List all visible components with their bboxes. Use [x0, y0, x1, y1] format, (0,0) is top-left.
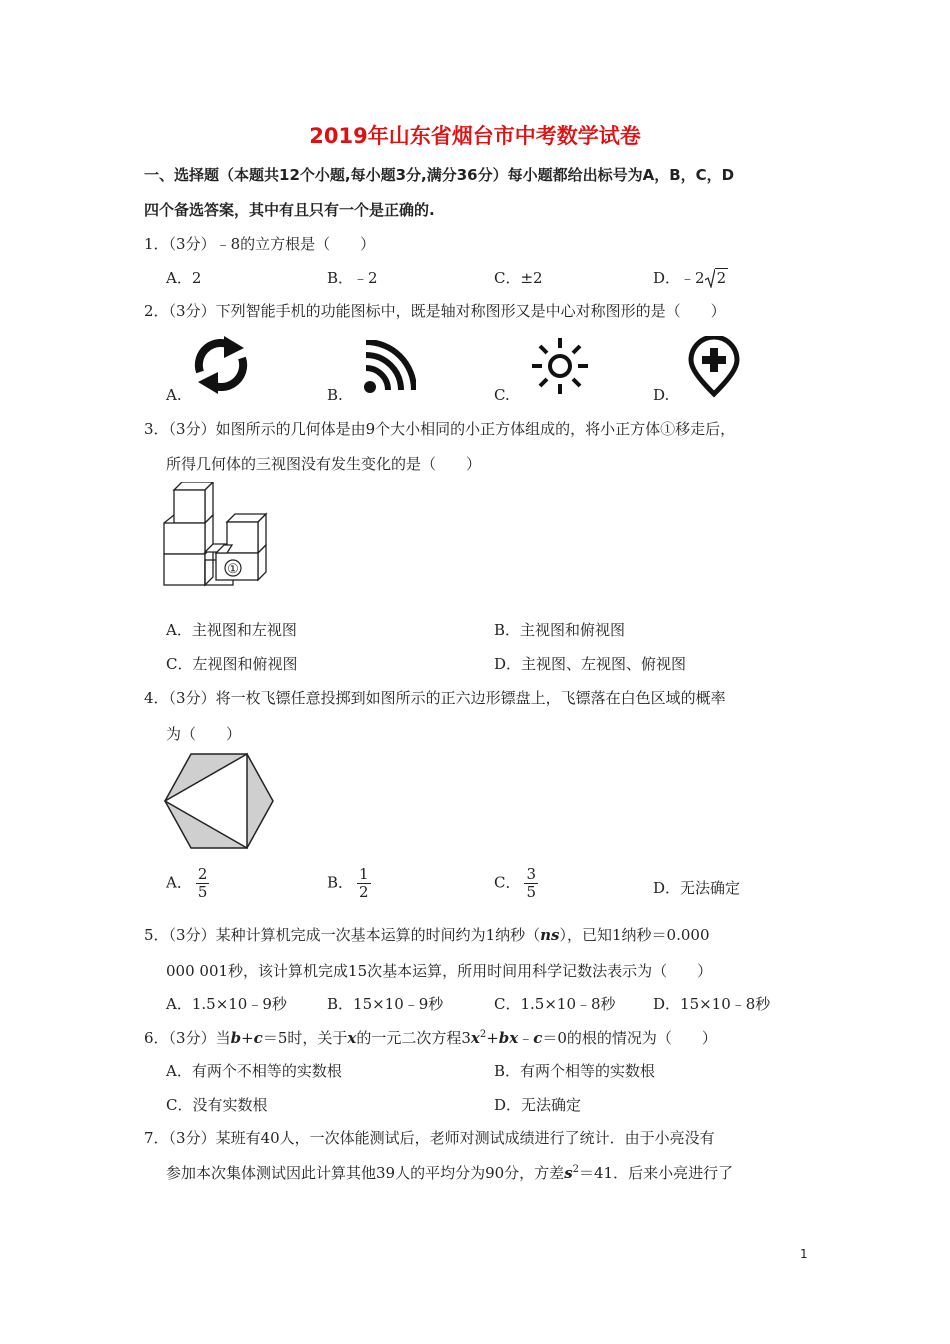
- q6-var-x-squared: x: [470, 1029, 480, 1047]
- q6-option-c: C．没有实数根: [166, 1096, 268, 1114]
- hexagon-dartboard: [163, 752, 275, 850]
- question-7-line2: [166, 1162, 733, 1183]
- q3-option-c: C．左视图和俯视图: [166, 655, 298, 673]
- q2-option-c: C.: [494, 386, 510, 404]
- q4-option-a-prefix: A．: [166, 873, 192, 892]
- q2-option-b: B.: [327, 386, 343, 404]
- q4-option-a-denominator: 5: [197, 883, 208, 901]
- sun-icon: [530, 336, 590, 396]
- q4-option-c-fraction: [524, 866, 538, 901]
- q4-option-a-fraction: [196, 866, 210, 901]
- cube-figure: [160, 482, 272, 588]
- q1-option-b: B．﹣2: [327, 269, 378, 287]
- question-7-line1: 7．（3分）某班有40人，一次体能测试后，老师对测试成绩进行了统计．由于小亮没有: [144, 1129, 715, 1147]
- q7-var-s: s: [564, 1164, 573, 1182]
- q6-text-7: ＝0的根的情况为（ ）: [542, 1029, 717, 1047]
- q7-line2-part2: ＝41．后来小亮进行了: [579, 1164, 734, 1182]
- q4-option-c-denominator: 5: [526, 883, 537, 901]
- q6-text-4: 的一元二次方程3: [356, 1029, 471, 1047]
- q1-option-a: A．2: [166, 269, 202, 287]
- q4-option-d: D．无法确定: [653, 879, 741, 897]
- q7-line2-part1: 参加本次集体测试因此计算其他39人的平均分为90分，方差: [166, 1164, 565, 1182]
- q5-line1-part2: ），已知1纳秒＝0.000: [559, 926, 710, 944]
- q3-option-b: B．主视图和俯视图: [494, 621, 626, 639]
- q6-text-1: 6．（3分）当: [144, 1029, 231, 1047]
- q5-option-d: D．15×10﹣8秒: [653, 995, 771, 1013]
- sqrt-symbol: [705, 268, 729, 288]
- q5-line1-part1: 5．（3分）某种计算机完成一次基本运算的时间约为1纳秒（: [144, 926, 541, 944]
- question-3-line2: 所得几何体的三视图没有发生变化的是（ ）: [166, 455, 482, 473]
- q4-option-c-numerator: 3: [526, 865, 537, 883]
- q1-option-d: [653, 267, 728, 288]
- q2-option-d: D.: [653, 386, 670, 404]
- q4-option-b-denominator: 2: [359, 883, 369, 901]
- q4-option-b: [327, 866, 371, 901]
- q4-option-b-prefix: B．: [327, 873, 354, 892]
- q6-var-c-2: c: [533, 1029, 543, 1047]
- q4-option-c-prefix: C．: [494, 873, 521, 892]
- q5-option-a: A．1.5×10﹣9秒: [166, 995, 287, 1013]
- wifi-signal-icon: [362, 340, 416, 396]
- q6-text-6: ﹣: [518, 1029, 534, 1047]
- section-header-line1: 一、选择题（本题共12个小题,每小题3分,满分36分）每小题都给出标号为A，B，C，D: [144, 166, 735, 184]
- q3-option-d: D．主视图、左视图、俯视图: [494, 655, 687, 673]
- q4-option-c: [494, 866, 538, 901]
- location-plus-icon: [688, 336, 740, 398]
- q3-option-a: A．主视图和左视图: [166, 621, 297, 639]
- q6-var-x-2: x: [509, 1029, 519, 1047]
- q6-option-a: A．有两个不相等的实数根: [166, 1062, 342, 1080]
- q6-var-b-2: b: [498, 1029, 510, 1047]
- q1-option-d-prefix: D．﹣2: [653, 269, 705, 287]
- question-1: 1．（3分）﹣8的立方根是（ ）: [144, 235, 376, 253]
- q1-option-d-radicand: 2: [716, 269, 727, 287]
- q6-option-d: D．无法确定: [494, 1096, 582, 1114]
- question-3-line1: 3．（3分）如图所示的几何体是由9个大小相同的小正方体组成的，将小正方体①移走后，: [144, 420, 736, 438]
- q4-option-a: [166, 866, 209, 901]
- q1-option-c: C．±2: [494, 269, 543, 287]
- radical-sign: [705, 268, 715, 288]
- section-header-line2: 四个备选答案，其中有且只有一个是正确的.: [144, 201, 435, 219]
- question-4-line1: 4．（3分）将一枚飞镖任意投掷到如图所示的正六边形镖盘上，飞镖落在白色区域的概率: [144, 689, 726, 707]
- q6-exponent: 2: [479, 1029, 487, 1040]
- question-4-line2: 为（ ）: [166, 725, 242, 743]
- q5-option-b: B．15×10﹣9秒: [327, 995, 444, 1013]
- q4-option-b-fraction: [357, 866, 371, 901]
- q6-var-c: c: [253, 1029, 263, 1047]
- cube-label: ①: [227, 562, 239, 577]
- page-title: 2019年山东省烟台市中考数学试卷: [309, 124, 641, 148]
- question-2: 2．（3分）下列智能手机的功能图标中，既是轴对称图形又是中心对称图形的是（ ）: [144, 302, 726, 320]
- refresh-icon: [188, 334, 254, 396]
- question-5-line2: 000 001秒，该计算机完成15次基本运算，所用时间用科学记数法表示为（ ）: [166, 962, 713, 980]
- question-6: [144, 1027, 717, 1048]
- q7-exponent: 2: [572, 1164, 580, 1175]
- question-5-line1: [144, 924, 710, 945]
- q6-var-b: b: [230, 1029, 242, 1047]
- q4-option-b-numerator: 1: [359, 865, 369, 883]
- q5-option-c: C．1.5×10﹣8秒: [494, 995, 616, 1013]
- q4-option-a-numerator: 2: [197, 865, 208, 883]
- q6-var-x: x: [347, 1029, 357, 1047]
- q6-text-2: +: [241, 1029, 254, 1047]
- q6-text-5: +: [486, 1029, 499, 1047]
- q5-ns-unit: ns: [540, 926, 560, 944]
- q6-text-3: ＝5时，关于: [262, 1029, 348, 1047]
- q2-option-a: A.: [166, 386, 182, 404]
- q6-option-b: B．有两个相等的实数根: [494, 1062, 656, 1080]
- page-number: 1: [800, 1247, 808, 1261]
